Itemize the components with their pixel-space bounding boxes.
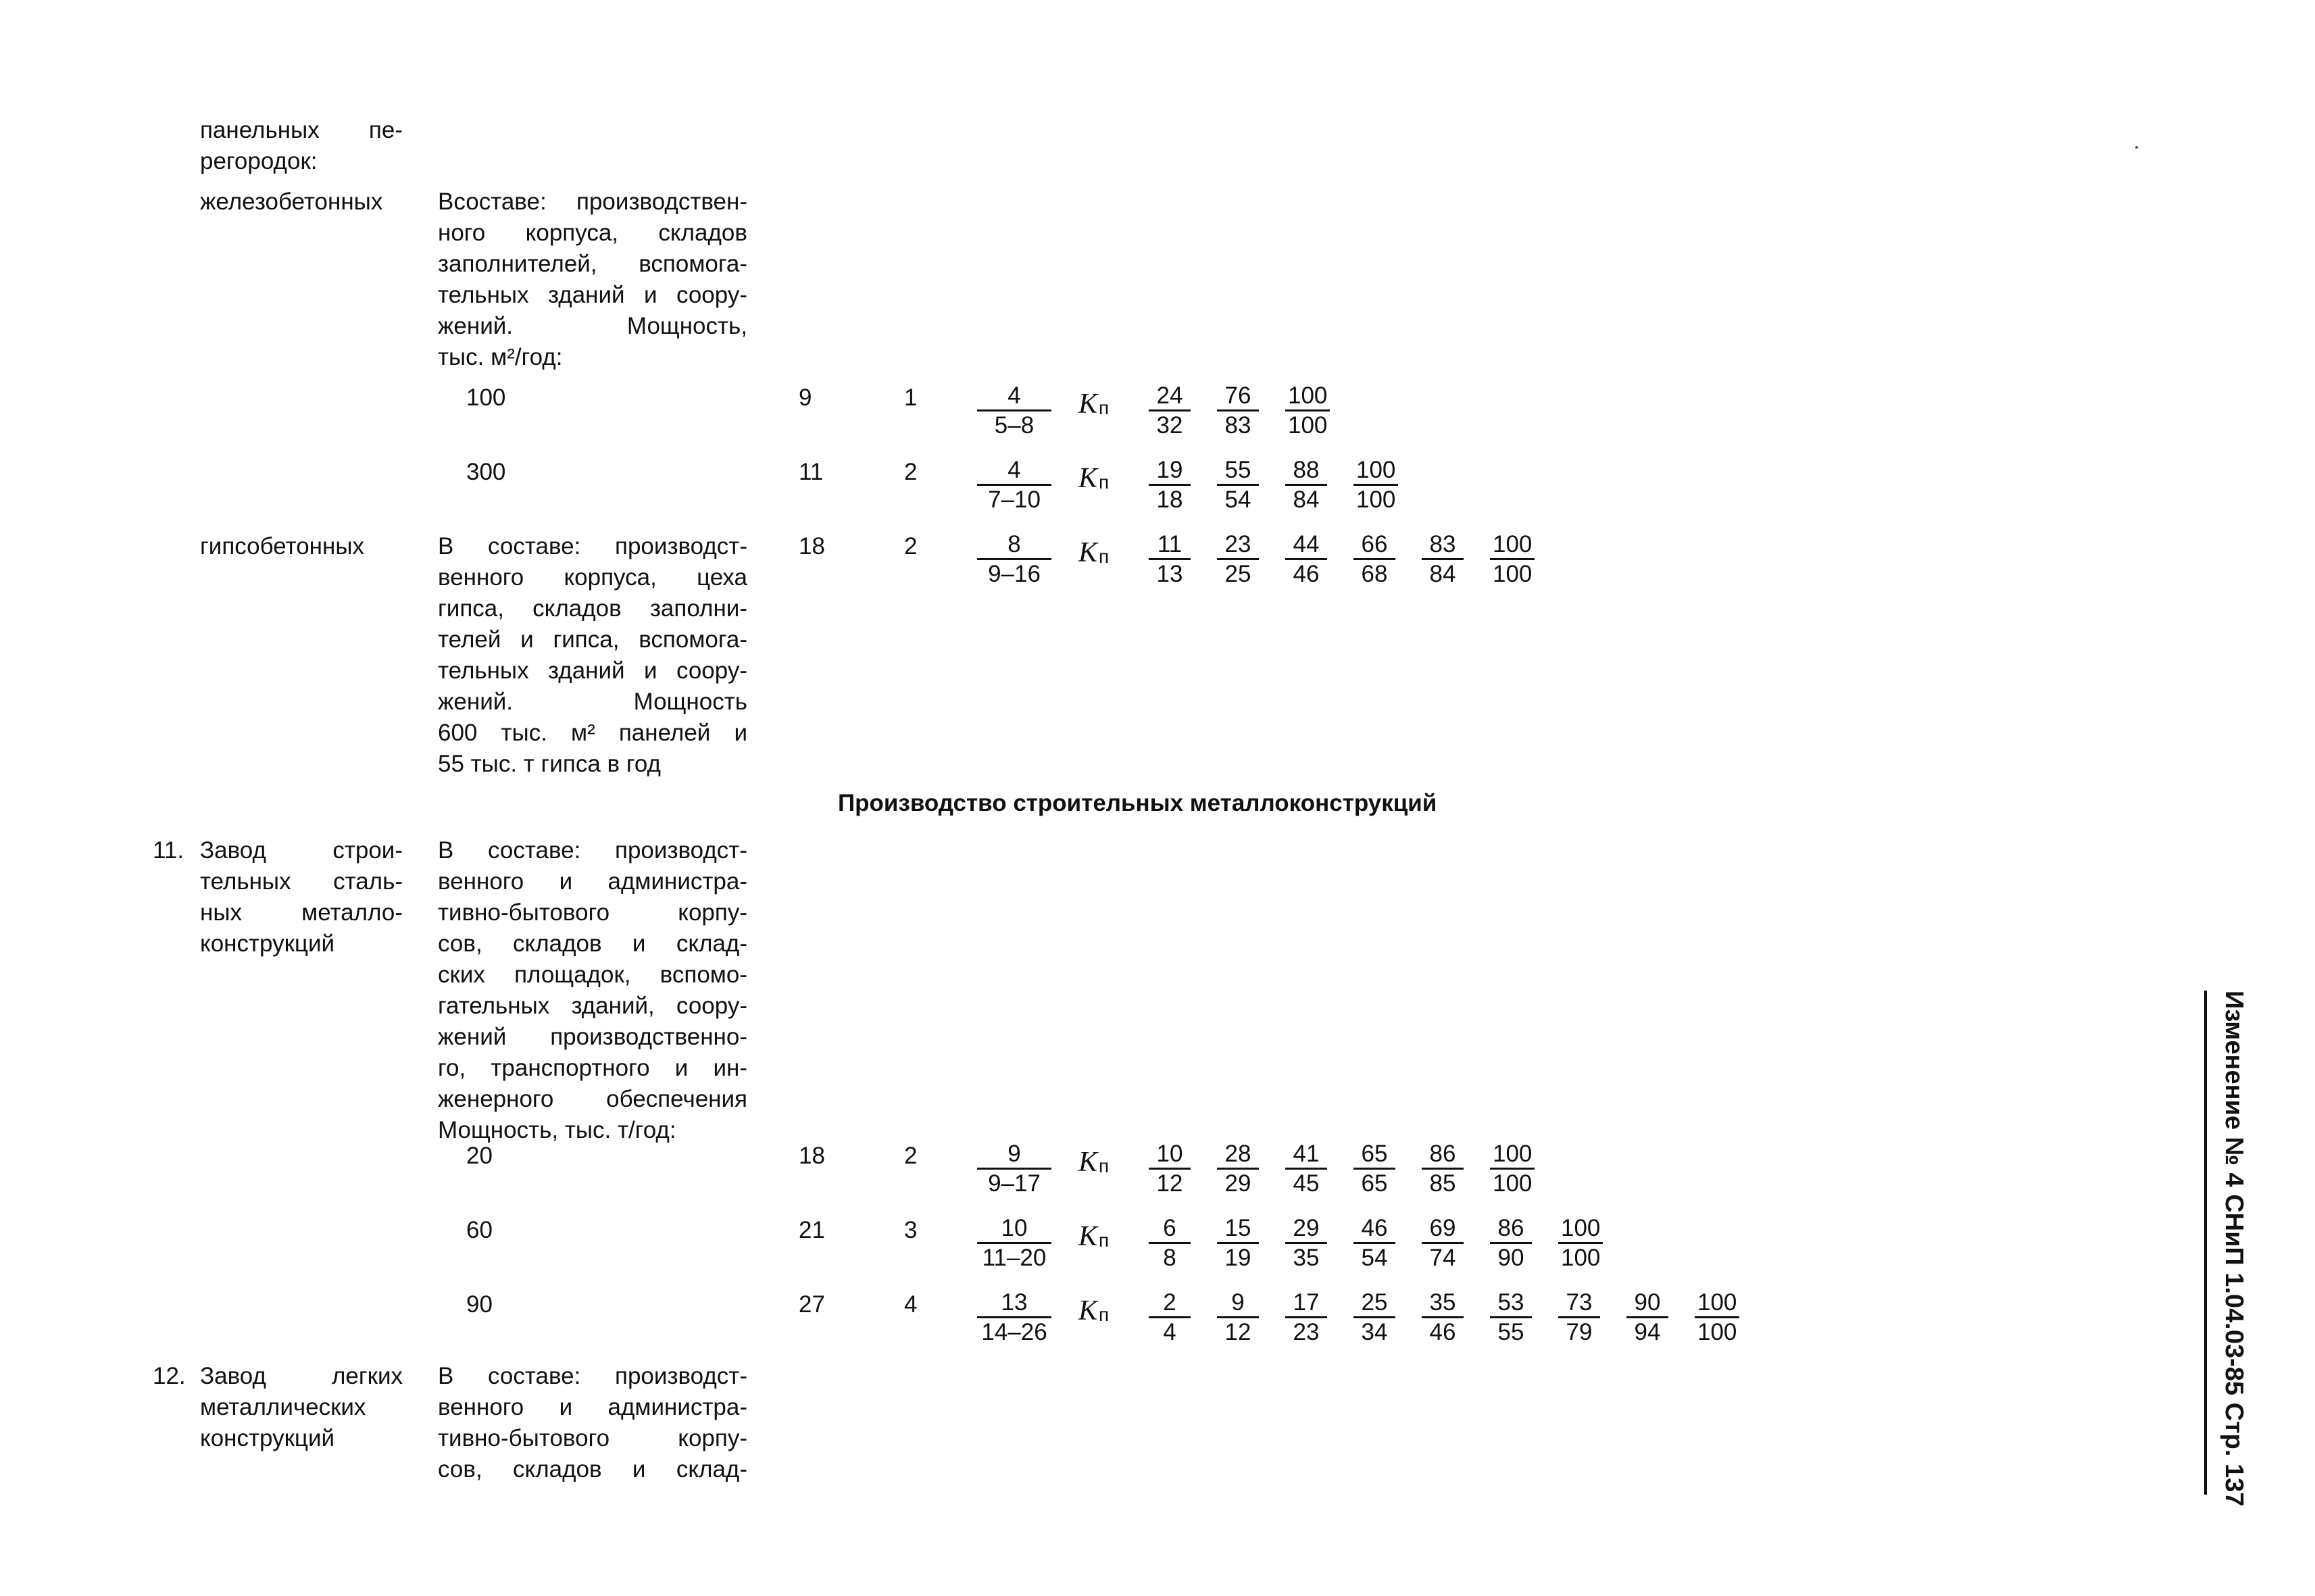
fraction-denominator: 83 <box>1224 412 1251 439</box>
kn-letter: K <box>1078 1221 1098 1252</box>
distribution-fraction <box>1422 1289 1464 1347</box>
fraction-numerator: 10 <box>1149 1141 1191 1170</box>
fraction-numerator: 17 <box>1285 1289 1327 1318</box>
distribution-fraction <box>1353 457 1398 514</box>
kn-subscript: п <box>1099 472 1110 493</box>
text-line: 600 тыс. м² панелей и <box>438 720 747 746</box>
distribution-fraction <box>1285 1215 1327 1272</box>
fraction-denominator: 14–26 <box>981 1319 1047 1345</box>
text-line: Мощность, тыс. т/год: <box>438 1117 676 1143</box>
fraction-numerator: 73 <box>1558 1289 1600 1318</box>
text-line: ных металло- <box>200 899 403 926</box>
fraction-numerator: 24 <box>1149 382 1191 412</box>
fraction-numerator: 6 <box>1149 1215 1191 1244</box>
fraction-denominator: 65 <box>1361 1170 1388 1197</box>
fraction-denominator: 4 <box>1163 1319 1176 1345</box>
fraction-denominator: 5–8 <box>994 412 1035 439</box>
distribution-fraction <box>1217 1289 1259 1347</box>
fraction-denominator: 9–17 <box>988 1170 1041 1197</box>
fraction-numerator: 100 <box>1695 1289 1739 1318</box>
prep-period-value: 2 <box>904 533 918 559</box>
fraction-denominator: 23 <box>1293 1319 1320 1345</box>
fraction-denominator: 100 <box>1493 1170 1533 1197</box>
fraction-denominator: 32 <box>1156 412 1183 439</box>
duration-value: 18 <box>799 533 825 559</box>
rc-name: железобетонных <box>200 189 383 215</box>
fraction-numerator: 41 <box>1285 1141 1327 1170</box>
fraction-denominator: 19 <box>1224 1245 1251 1271</box>
kn-symbol <box>1078 1147 1109 1181</box>
kn-letter: K <box>1078 1147 1098 1178</box>
distribution-fraction <box>1285 457 1327 514</box>
distribution-fraction <box>1149 1141 1191 1198</box>
fraction-denominator: 45 <box>1293 1170 1320 1197</box>
fraction-numerator: 4 <box>977 457 1051 486</box>
distribution-fraction <box>1149 1289 1191 1347</box>
text-line: венного и администра- <box>438 868 747 895</box>
construction-period-fraction <box>977 1215 1051 1272</box>
construction-period-fraction <box>977 1141 1051 1198</box>
kn-letter: K <box>1078 463 1098 494</box>
fraction-denominator: 100 <box>1356 487 1396 513</box>
distribution-fraction <box>1422 1215 1464 1272</box>
fraction-denominator: 100 <box>1697 1319 1737 1345</box>
distribution-fraction <box>1558 1215 1603 1272</box>
duration-value: 18 <box>799 1143 825 1169</box>
text-line: В составе: производст- <box>438 837 747 864</box>
fraction-numerator: 25 <box>1353 1289 1395 1318</box>
text-line: Всоставе: производствен- <box>438 189 747 215</box>
item-description <box>438 835 747 1146</box>
fraction-numerator: 86 <box>1490 1215 1532 1244</box>
text-line: ного корпуса, складов <box>438 220 747 246</box>
distribution-fraction <box>1490 1215 1532 1272</box>
item-number: 12. <box>153 1363 186 1389</box>
capacity-value: 60 <box>466 1217 493 1243</box>
fraction-denominator: 79 <box>1566 1319 1593 1345</box>
kn-subscript: п <box>1099 397 1110 418</box>
duration-value: 27 <box>799 1291 825 1318</box>
fraction-numerator: 76 <box>1217 382 1259 412</box>
fraction-denominator: 13 <box>1156 561 1183 587</box>
distribution-fraction <box>1149 382 1191 440</box>
fraction-denominator: 29 <box>1224 1170 1251 1197</box>
text-line: заполнителей, вспомога- <box>438 251 747 277</box>
fraction-numerator: 13 <box>977 1289 1051 1318</box>
distribution-fraction <box>1695 1289 1739 1347</box>
duration-value: 11 <box>799 459 824 485</box>
distribution-fraction <box>1285 531 1327 589</box>
fraction-numerator: 28 <box>1217 1141 1259 1170</box>
fraction-denominator: 85 <box>1429 1170 1456 1197</box>
kn-symbol <box>1078 1222 1109 1255</box>
distribution-fraction <box>1217 1141 1259 1198</box>
fraction-denominator: 84 <box>1293 487 1320 513</box>
prep-period-value: 4 <box>904 1291 918 1318</box>
fraction-denominator: 18 <box>1156 487 1183 513</box>
distribution-fraction <box>1422 1141 1464 1198</box>
distribution-fraction <box>1149 531 1191 589</box>
fraction-denominator: 68 <box>1361 561 1388 587</box>
fraction-denominator: 100 <box>1561 1245 1601 1271</box>
text-line: го, транспортного и ин- <box>438 1055 747 1081</box>
fraction-numerator: 10 <box>977 1215 1051 1244</box>
item-number: 11. <box>153 837 184 864</box>
capacity-value: 100 <box>466 384 506 411</box>
duration-value: 21 <box>799 1217 825 1243</box>
fraction-numerator: 19 <box>1149 457 1191 486</box>
fraction-numerator: 65 <box>1353 1141 1395 1170</box>
text-line: В составе: производст- <box>438 533 747 559</box>
kn-subscript: п <box>1099 1230 1110 1251</box>
kn-subscript: п <box>1099 546 1110 567</box>
text-line: металлических <box>200 1394 366 1420</box>
fraction-numerator: 29 <box>1285 1215 1327 1244</box>
text-line: жений производственно- <box>438 1024 747 1050</box>
fraction-denominator: 35 <box>1293 1245 1320 1271</box>
fraction-denominator: 90 <box>1497 1245 1524 1271</box>
text-line: Завод строи- <box>200 837 403 864</box>
distribution-fraction <box>1558 1289 1600 1347</box>
kn-letter: K <box>1078 1295 1098 1326</box>
kn-letter: K <box>1078 389 1098 420</box>
text-line: телей и гипса, вспомога- <box>438 626 747 653</box>
kn-letter: K <box>1078 537 1098 568</box>
prep-period-value: 3 <box>904 1217 918 1243</box>
fraction-denominator: 9–16 <box>988 561 1041 587</box>
text-line: конструкций <box>200 930 335 957</box>
fraction-numerator: 46 <box>1353 1215 1395 1244</box>
construction-period-fraction <box>977 531 1051 589</box>
capacity-value: 300 <box>466 459 506 485</box>
text-line: В составе: производст- <box>438 1363 747 1389</box>
fraction-denominator: 55 <box>1497 1319 1524 1345</box>
fraction-numerator: 100 <box>1353 457 1398 486</box>
distribution-fraction <box>1217 1215 1259 1272</box>
fraction-denominator: 100 <box>1493 561 1533 587</box>
prep-period-value: 2 <box>904 1143 918 1169</box>
fraction-denominator: 34 <box>1361 1319 1388 1345</box>
distribution-fraction <box>1149 1215 1191 1272</box>
gypsum-name: гипсобетонных <box>200 533 365 559</box>
gypsum-description <box>438 531 747 780</box>
side-label: Изменение № 4 СНиП 1.04.03-85 Стр. 137 <box>2204 991 2253 1495</box>
text-line: тельных зданий и соору- <box>438 657 747 684</box>
distribution-fraction <box>1353 1289 1395 1347</box>
distribution-fraction <box>1217 457 1259 514</box>
distribution-fraction <box>1353 1141 1395 1198</box>
fraction-numerator: 44 <box>1285 531 1327 560</box>
fraction-denominator: 7–10 <box>988 487 1041 513</box>
kn-symbol <box>1078 464 1109 497</box>
fraction-numerator: 100 <box>1490 531 1535 560</box>
distribution-fraction <box>1422 531 1464 589</box>
fraction-denominator: 46 <box>1429 1319 1456 1345</box>
fraction-denominator: 74 <box>1429 1245 1456 1271</box>
duration-value: 9 <box>799 384 812 411</box>
distribution-fraction <box>1353 531 1395 589</box>
fraction-numerator: 53 <box>1490 1289 1532 1318</box>
distribution-fraction <box>1285 382 1330 440</box>
distribution-fraction <box>1285 1289 1327 1347</box>
fraction-numerator: 86 <box>1422 1141 1464 1170</box>
fraction-denominator: 54 <box>1224 487 1251 513</box>
fraction-denominator: 100 <box>1288 412 1328 439</box>
text-line: венного и администра- <box>438 1394 747 1420</box>
kn-subscript: п <box>1099 1304 1110 1325</box>
fraction-denominator: 11–20 <box>982 1245 1047 1271</box>
fraction-numerator: 35 <box>1422 1289 1464 1318</box>
fraction-numerator: 8 <box>977 531 1051 560</box>
construction-period-fraction <box>977 382 1051 440</box>
item-name <box>200 835 403 959</box>
text-line: тельных зданий и соору- <box>438 282 747 308</box>
distribution-fraction <box>1217 382 1259 440</box>
fraction-denominator: 54 <box>1361 1245 1388 1271</box>
distribution-fraction <box>1353 1215 1395 1272</box>
prep-period-value: 1 <box>904 384 918 411</box>
fraction-numerator: 9 <box>1217 1289 1259 1318</box>
fraction-numerator: 69 <box>1422 1215 1464 1244</box>
text-line: тыс. м²/год: <box>438 344 563 370</box>
fraction-numerator: 90 <box>1626 1289 1668 1318</box>
fraction-numerator: 4 <box>977 382 1051 412</box>
fraction-denominator: 84 <box>1429 561 1456 587</box>
construction-period-fraction <box>977 1289 1051 1347</box>
text-line: сов, складов и склад- <box>438 1456 747 1482</box>
distribution-fraction <box>1490 531 1535 589</box>
text-line: гательных зданий, соору- <box>438 993 747 1019</box>
fraction-numerator: 100 <box>1558 1215 1603 1244</box>
text-line: гипса, складов заполни- <box>438 595 747 622</box>
fraction-denominator: 46 <box>1293 561 1320 587</box>
fraction-numerator: 23 <box>1217 531 1259 560</box>
fraction-denominator: 25 <box>1224 561 1251 587</box>
text-line: сов, складов и склад- <box>438 930 747 957</box>
panel-partitions-header <box>200 115 403 177</box>
item-description <box>438 1361 747 1485</box>
fraction-numerator: 100 <box>1285 382 1330 412</box>
text-line: тивно-бытового корпу- <box>438 899 747 926</box>
kn-symbol <box>1078 1296 1109 1330</box>
text-line: панельных пе- <box>200 117 403 143</box>
fraction-numerator: 2 <box>1149 1289 1191 1318</box>
text-line: жений. Мощность <box>438 689 747 715</box>
section-heading: Производство строительных металлоконструкций <box>838 790 1437 816</box>
text-line: Завод легких <box>200 1363 403 1389</box>
text-line: конструкций <box>200 1425 335 1451</box>
distribution-fraction <box>1217 531 1259 589</box>
scan-speck <box>2135 146 2138 149</box>
text-line: тельных сталь- <box>200 868 403 895</box>
distribution-fraction <box>1626 1289 1668 1347</box>
distribution-fraction <box>1149 457 1191 514</box>
kn-symbol <box>1078 389 1109 423</box>
text-line: жений. Мощность, <box>438 313 747 339</box>
fraction-denominator: 12 <box>1224 1319 1251 1345</box>
fraction-numerator: 83 <box>1422 531 1464 560</box>
construction-period-fraction <box>977 457 1051 514</box>
side-label-container <box>2207 991 2253 1507</box>
item-name <box>200 1361 403 1454</box>
text-line: женерного обеспечения <box>438 1086 747 1112</box>
fraction-numerator: 55 <box>1217 457 1259 486</box>
fraction-numerator: 66 <box>1353 531 1395 560</box>
text-line: 55 тыс. т гипса в год <box>438 751 661 777</box>
rc-description <box>438 186 747 373</box>
text-line: регородок: <box>200 148 318 174</box>
capacity-value: 20 <box>466 1143 493 1169</box>
fraction-denominator: 8 <box>1163 1245 1176 1271</box>
prep-period-value: 2 <box>904 459 918 485</box>
fraction-numerator: 88 <box>1285 457 1327 486</box>
text-line: венного корпуса, цеха <box>438 564 747 591</box>
text-line: ских площадок, вспомо- <box>438 962 747 988</box>
fraction-numerator: 15 <box>1217 1215 1259 1244</box>
kn-subscript: п <box>1099 1155 1110 1176</box>
distribution-fraction <box>1490 1289 1532 1347</box>
capacity-value: 90 <box>466 1291 493 1318</box>
fraction-numerator: 11 <box>1149 531 1191 560</box>
distribution-fraction <box>1285 1141 1327 1198</box>
fraction-denominator: 12 <box>1156 1170 1183 1197</box>
fraction-numerator: 100 <box>1490 1141 1535 1170</box>
text-line: тивно-бытового корпу- <box>438 1425 747 1451</box>
kn-symbol <box>1078 538 1109 572</box>
fraction-numerator: 9 <box>977 1141 1051 1170</box>
fraction-denominator: 94 <box>1634 1319 1661 1345</box>
distribution-fraction <box>1490 1141 1535 1198</box>
